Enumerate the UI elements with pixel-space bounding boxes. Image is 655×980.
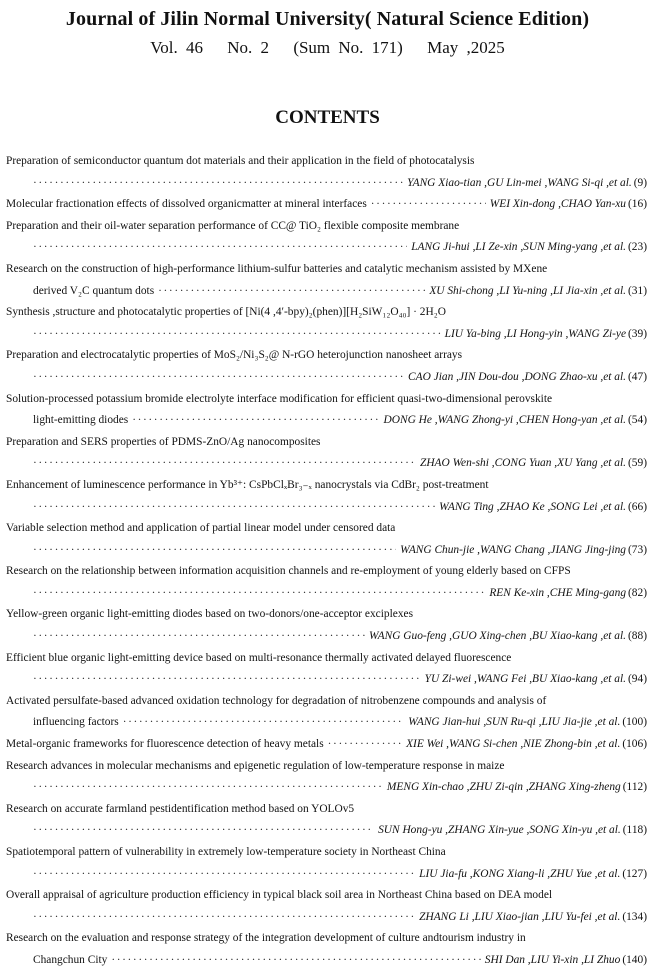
dot-leader: [371, 194, 486, 216]
entry-page: (134): [622, 910, 647, 923]
entry-title: Efficient blue organic light-emitting device based on multi-resonance thermally activated delayed fluorescence: [6, 651, 512, 664]
toc-entry: [6, 734, 647, 756]
toc-entry: [6, 648, 647, 691]
dot-leader: [33, 777, 383, 799]
dot-leader: [33, 540, 396, 562]
entry-title: Preparation and SERS properties of PDMS-ZnO/Ag nanocomposites: [6, 435, 321, 448]
entry-title: Spatiotemporal pattern of vulnerability in extremely low-temperature society in Northeast China: [6, 846, 446, 858]
entry-page: (59): [628, 457, 647, 470]
toc-entry: [6, 194, 647, 216]
entry-page: (100): [622, 716, 647, 729]
entry-page: (112): [622, 781, 647, 794]
toc-entry: [6, 518, 647, 561]
entry-title: Molecular fractionation effects of dissolved organicmatter at mineral interfaces: [6, 198, 367, 211]
toc-entry: [6, 928, 647, 971]
contents-heading: CONTENTS: [275, 107, 380, 128]
entry-authors: REN Ke-xin ,CHE Ming-gang: [489, 586, 627, 599]
toc-entry: [6, 389, 647, 432]
dot-leader: [33, 820, 374, 842]
entry-authors: LIU Ya-bing ,LI Hong-yin ,WANG Zi-ye: [444, 327, 627, 340]
entry-authors: WANG Chun-jie ,WANG Chang ,JIANG Jing-jing: [400, 543, 627, 556]
dot-leader: [33, 237, 407, 259]
entry-authors: ZHAO Wen-shi ,CONG Yuan ,XU Yang ,et al.: [420, 457, 627, 470]
entry-authors: WANG Ting ,ZHAO Ke ,SONG Lei ,et al.: [439, 500, 627, 513]
dot-leader: [132, 410, 379, 432]
entry-page: (16): [628, 198, 647, 211]
entry-page: (54): [628, 414, 647, 427]
entry-title: Solution-processed potassium bromide electrolyte interface modification for efficient quasi-two-dimensional perovskite: [6, 392, 553, 405]
entry-title: Preparation and their oil-water separation performance of CC@ TiO₂ flexible composite membrane: [6, 219, 460, 232]
entry-title: Research on the evaluation and response strategy of the integration development of culture andtourism industry in: [6, 932, 526, 945]
entry-authors: WANG Jian-hui ,SUN Ru-qi ,LIU Jia-jie ,et al.: [408, 716, 621, 729]
dot-leader: [33, 864, 415, 886]
entry-page: (39): [628, 327, 647, 340]
entry-page: (23): [628, 241, 647, 254]
dot-leader: [158, 281, 425, 303]
dot-leader: [33, 907, 415, 929]
issue-info: [0, 38, 655, 58]
entry-title: Preparation of semiconductor quantum dot materials and their application in the field of photocatalysis: [6, 155, 475, 167]
entry-title: Enhancement of luminescence performance in Yb³⁺: CsPbClₓBr₃₋ₓ nanocrystals via CdBr₂ post-treatment: [6, 478, 489, 491]
entry-title-continued: Changchun City: [33, 953, 108, 966]
entry-title: Yellow-green organic light-emitting diodes based on two-donors/one-acceptor exciplexes: [6, 608, 414, 621]
entry-title-continued: light-emitting diodes: [33, 414, 129, 427]
toc-entry: [6, 561, 647, 604]
toc-entry: [6, 885, 647, 928]
entry-title-continued: derived V₂C quantum dots: [33, 284, 155, 297]
dot-leader: [33, 669, 421, 691]
entry-title: Synthesis ,structure and photocatalytic properties of [Ni(4 ,4′-bpy)₂(phen)][H₂SiW₁₂O₄₀] · 2H₂O: [6, 306, 446, 319]
entry-title: Overall appraisal of agriculture production efficiency in typical black soil area in Northeast China based on DEA model: [6, 889, 553, 902]
entry-authors: WEI Xin-dong ,CHAO Yan-xu: [489, 198, 627, 211]
dot-leader: [33, 367, 404, 389]
number: No. 2: [227, 38, 270, 57]
dot-leader: [33, 324, 441, 346]
entry-authors: XU Shi-chong ,LI Yu-ning ,LI Jia-xin ,et al.: [429, 284, 627, 297]
toc-entry: [6, 302, 647, 345]
toc-entry: [6, 216, 647, 259]
toc-entry: [6, 432, 647, 475]
toc-entry: [6, 604, 647, 647]
toc-entry: [6, 475, 647, 518]
entry-authors: LANG Ji-hui ,LI Ze-xin ,SUN Ming-yang ,et al.: [411, 241, 627, 254]
dot-leader: [33, 626, 365, 648]
entry-page: (140): [622, 953, 647, 966]
entry-title: Research advances in molecular mechanisms and epigenetic regulation of low-temperature response in maize: [6, 759, 505, 772]
entry-authors: CAO Jian ,JIN Dou-dou ,DONG Zhao-xu ,et al.: [408, 370, 627, 383]
entry-authors: SHI Dan ,LIU Yi-xin ,LI Zhuo: [484, 953, 621, 966]
entry-title: Research on the relationship between information acquisition channels and re-employment of young elderly based on CFPS: [6, 565, 571, 578]
entry-page: (9): [633, 176, 647, 189]
entry-page: (47): [628, 370, 647, 383]
entry-authors: LIU Jia-fu ,KONG Xiang-li ,ZHU Yue ,et al.: [419, 867, 621, 880]
entry-page: (88): [628, 630, 647, 643]
sum-number: (Sum No. 171): [293, 38, 403, 57]
entry-title-continued: influencing factors: [33, 716, 119, 729]
entry-page: (94): [628, 673, 647, 686]
entry-authors: DONG He ,WANG Zhong-yi ,CHEN Hong-yan ,et al.: [383, 414, 627, 427]
dot-leader: [111, 950, 480, 972]
entry-title: Research on accurate farmland pestidentification method based on YOLOv5: [6, 802, 355, 815]
entry-page: (82): [628, 586, 647, 599]
toc-entry: [6, 259, 647, 302]
toc-entry: [6, 345, 647, 388]
toc-entry: [6, 842, 647, 885]
entry-authors: WANG Guo-feng ,GUO Xing-chen ,BU Xiao-kang ,et al.: [368, 630, 627, 643]
issue-date: May ,2025: [427, 38, 505, 57]
entry-page: (31): [628, 284, 647, 297]
journal-title: Journal of Jilin Normal University( Natural Science Edition): [65, 8, 590, 30]
entry-authors: YANG Xiao-tian ,GU Lin-mei ,WANG Si-qi ,et al.: [407, 176, 632, 189]
entry-page: (73): [628, 543, 647, 556]
dot-leader: [33, 583, 485, 605]
dot-leader: [33, 173, 403, 195]
entry-title: Preparation and electrocatalytic properties of MoS₂/Ni₃S₂@ N-rGO heterojunction nanosheet arrays: [6, 349, 463, 362]
entry-authors: SUN Hong-yu ,ZHANG Xin-yue ,SONG Xin-yu ,et al.: [378, 824, 621, 837]
entry-title: Variable selection method and application of partial linear model under censored data: [6, 522, 396, 535]
dot-leader: [33, 497, 435, 519]
volume: Vol. 46: [150, 38, 204, 57]
toc-entry: [6, 756, 647, 799]
entry-title: Research on the construction of high-performance lithium-sulfur batteries and catalytic mechanism assisted by MXene: [6, 262, 548, 275]
dot-leader: [328, 734, 402, 756]
table-of-contents: [6, 151, 647, 972]
entry-page: (66): [628, 500, 647, 513]
entry-page: (106): [622, 738, 647, 751]
toc-entry: [6, 691, 647, 734]
dot-leader: [33, 453, 416, 475]
toc-entry: [6, 151, 647, 194]
entry-authors: YU Zi-wei ,WANG Fei ,BU Xiao-kang ,et al.: [424, 673, 627, 686]
entry-page: (127): [622, 867, 647, 880]
entry-authors: MENG Xin-chao ,ZHU Zi-qin ,ZHANG Xing-zheng: [386, 781, 621, 794]
entry-authors: ZHANG Li ,LIU Xiao-jian ,LIU Yu-fei ,et al.: [419, 910, 621, 923]
entry-title: Activated persulfate-based advanced oxidation technology for degradation of nitrobenzene compounds and analysis of: [6, 694, 547, 707]
entry-authors: XIE Wei ,WANG Si-chen ,NIE Zhong-bin ,et al.: [406, 738, 621, 751]
entry-title: Metal-organic frameworks for fluorescence detection of heavy metals: [6, 738, 324, 751]
entry-page: (118): [622, 824, 647, 837]
dot-leader: [123, 712, 404, 734]
toc-entry: [6, 799, 647, 842]
